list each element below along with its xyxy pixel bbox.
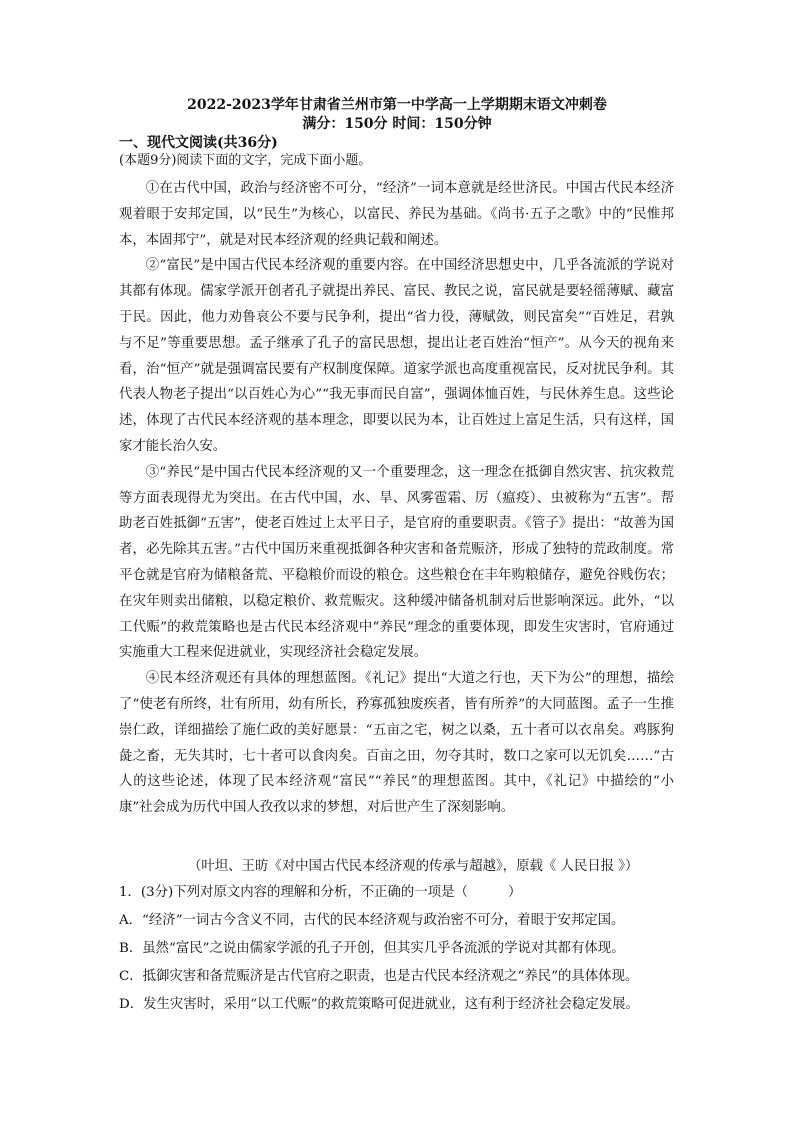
question-1-option-d: D．发生灾害时，采用“以工代赈”的救荒策略可促进就业，这有利于经济社会稳定发展。	[119, 997, 639, 1012]
question-1-option-b: B．虽然“富民”之说由儒家学派的孔子开创，但其实几乎各流派的学说对其都有体现。	[119, 941, 625, 956]
question-1-option-c: C．抵御灾害和备荒赈济是古代官府之职责，也是古代民本经济观之“养民”的具体体现。	[119, 969, 639, 984]
section-heading: 一、现代文阅读(共36分)	[119, 135, 278, 151]
reading-passage	[119, 176, 674, 821]
passage-source: （叶坦、王昉《对中国古代民本经济观的传承与超越》，原载《 人民日报 》）	[188, 859, 639, 874]
section-intro: (本题9分)阅读下面的文字，完成下面小题。	[119, 153, 372, 168]
exam-title: 2022-2023学年甘肃省兰州市第一中学高一上学期期末语文冲刺卷	[187, 97, 607, 113]
question-1-option-a: A．“经济”一词古今含义不同，古代的民本经济观与政治密不可分，着眼于安邦定国。	[119, 913, 625, 928]
passage-paragraph-1: ①在古代中国，政治与经济密不可分，“经济”一词本意就是经世济民。中国古代民本经济观着眼于安邦定国，以“民生”为核心，以富民、养民为基础。《尚书·五子之歌》中的“民惟邦本，本固邦宁”，就是对民本经济观的经典记载和阐述。	[119, 181, 674, 248]
passage-paragraph-2: ②“富民”是中国古代民本经济观的重要内容。在中国经济思想史中，几乎各流派的学说对其都有体现。儒家学派开创者孔子就提出养民、富民、教民之说，富民就是要轻徭薄赋、藏富于民。因此，他力劝鲁哀公不要与民争利，提出“省力役，薄赋敛，则民富矣”“百姓足，君孰与不足”等重要思想。孟子继承了孔子的富民思想，提出让老百姓治“恒产”。从今天的视角来看，治“恒产”就是强调富民要有产权制度保障。道家学派也高度重视富民，反对扰民争利。其代表人物老子提出“以百姓心为心”“我无事而民自富”，强调体恤百姓，与民休养生息。这些论述，体现了古代民本经济观的基本理念，即要以民为本，让百姓过上富足生活，只有这样，国家才能长治久安。	[119, 258, 674, 454]
exam-subtitle: 满分：150分 时间：150分钟	[302, 116, 492, 132]
passage-paragraph-3: ③“养民”是中国古代民本经济观的又一个重要理念，这一理念在抵御自然灾害、抗灾救荒等方面表现得尤为突出。在古代中国，水、旱、风雾雹霜、厉（瘟疫）、虫被称为“五害”。帮助老百姓抵御“五害”，使老百姓过上太平日子，是官府的重要职责。《管子》提出：“故善为国者，必先除其五害。”古代中国历来重视抵御各种灾害和备荒赈济，形成了独特的荒政制度。常平仓就是官府为储粮备荒、平稳粮价而设的粮仓。这些粮仓在丰年购粮储存，避免谷贱伤农；在灾年则卖出储粮，以稳定粮价、救荒赈灾。这种缓冲储备机制对后世影响深远。此外，“以工代赈”的救荒策略也是古代民本经济观中“养民”理念的重要体现，即发生灾害时，官府通过实施重大工程来促进就业，实现经济社会稳定发展。	[119, 464, 674, 661]
question-1-stem: 1．(3分)下列对原文内容的理解和分析，不正确的一项是（ ）	[119, 885, 522, 900]
passage-paragraph-4: ④民本经济观还有具体的理想蓝图。《礼记》提出“大道之行也，天下为公”的理想，描绘了“使老有所终，壮有所用，幼有所长，矜寡孤独废疾者，皆有所养”的大同蓝图。孟子一生推崇仁政，详细描绘了施仁政的美好愿景：“五亩之宅，树之以桑，五十者可以衣帛矣。鸡豚狗彘之畜，无失其时，七十者可以食肉矣。百亩之田，勿夺其时，数口之家可以无饥矣……”古人的这些论述，体现了民本经济观“富民”“养民”的理想蓝图。其中，《礼记》中描绘的“小康”社会成为历代中国人孜孜以求的梦想，对后世产生了深刻影响。	[119, 671, 674, 816]
